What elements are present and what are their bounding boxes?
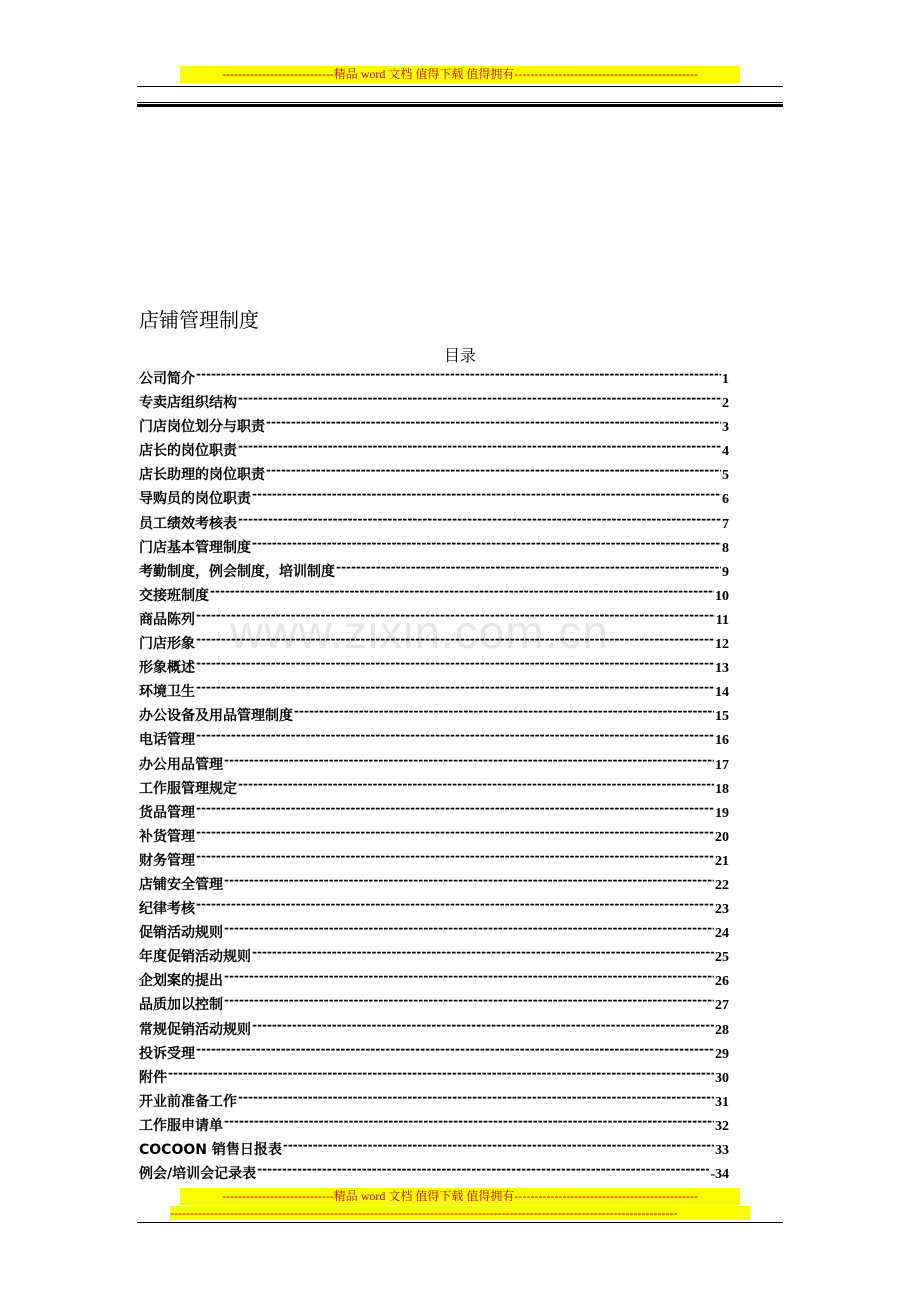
toc-entry-page: 25: [715, 950, 729, 966]
watermark: www.zixin.com.cn: [230, 606, 609, 658]
toc-entry-page: 30: [715, 1070, 729, 1086]
toc-entry[interactable]: [139, 1139, 729, 1163]
toc-entry-page: 32: [715, 1118, 729, 1134]
toc-leader-dashes: [196, 730, 714, 744]
toc-entry-page: 27: [715, 998, 729, 1014]
toc-leader-dashes: [252, 538, 721, 552]
toc-entry-page: -34: [710, 1167, 729, 1183]
toc-entry[interactable]: [139, 609, 729, 633]
toc-entry[interactable]: [139, 922, 729, 946]
toc-leader-dashes: [252, 947, 714, 961]
toc-heading: 目录: [443, 346, 476, 365]
toc-leader-dashes: [168, 1068, 714, 1082]
toc-entry-page: 17: [715, 757, 729, 773]
toc-entry[interactable]: [139, 946, 729, 970]
toc-entry-label: 财务管理: [139, 852, 195, 869]
toc-entry-label: 投诉受理: [139, 1045, 195, 1062]
toc-entry[interactable]: [139, 1163, 729, 1187]
toc-entry[interactable]: [139, 513, 729, 537]
toc-entry-page: 13: [715, 661, 729, 677]
toc-entry[interactable]: [139, 850, 729, 874]
toc-entry-label: 导购员的岗位职责: [139, 491, 251, 508]
toc-entry[interactable]: [139, 1043, 729, 1067]
toc-entry[interactable]: [139, 1091, 729, 1115]
toc-entry-page: 11: [715, 612, 729, 628]
toc-entry[interactable]: [139, 440, 729, 464]
toc-entry[interactable]: [139, 1115, 729, 1139]
header-rule-thick: [137, 104, 783, 107]
toc-leader-dashes: [238, 779, 714, 793]
toc-leader-dashes: [266, 465, 721, 479]
toc-entry-label: 店长的岗位职责: [139, 443, 237, 460]
toc-entry[interactable]: [139, 681, 729, 705]
toc-entry-page: 28: [715, 1022, 729, 1038]
toc-leader-dashes: [224, 875, 714, 889]
toc-entry-label: 纪律考核: [139, 901, 195, 918]
toc-entry-label: 门店基本管理制度: [139, 539, 251, 556]
toc-entry-label: 交接班制度: [139, 587, 209, 604]
footer-banner-2: -------------------------------------------------------------------------------------------------------------------------------: [170, 1206, 750, 1220]
toc-entry-page: 33: [715, 1143, 729, 1158]
toc-entry-page: 12: [715, 637, 729, 653]
toc-entry-label: 考勤制度，例会制度，培训制度: [139, 563, 335, 580]
toc-leader-dashes: [196, 1044, 714, 1058]
toc-entry[interactable]: [139, 368, 729, 392]
toc-leader-dashes: [196, 682, 714, 696]
toc-leader-dashes: [210, 586, 714, 600]
toc-entry-label: 办公设备及用品管理制度: [139, 708, 293, 725]
toc-entry-page: 22: [715, 877, 729, 893]
toc-entry[interactable]: [139, 729, 729, 753]
toc-leader-dashes: [224, 923, 714, 937]
toc-leader-dashes: [266, 417, 721, 431]
toc-entry[interactable]: [139, 633, 729, 657]
toc-entry[interactable]: [139, 392, 729, 416]
toc-leader-dashes: [224, 755, 714, 769]
toc-leader-dashes: [196, 369, 721, 383]
toc-entry-page: 14: [715, 685, 729, 701]
toc-entry[interactable]: [139, 1019, 729, 1043]
toc-entry-label: 环境卫生: [139, 684, 195, 701]
toc-leader-dashes: [196, 610, 715, 624]
toc-entry[interactable]: [139, 778, 729, 802]
toc-leader-dashes: [238, 1092, 714, 1106]
header-banner: ----------------------------精品 word 文档 值得下载 值得拥有----------------------------------------------: [180, 66, 740, 83]
toc-entry-label: 年度促销活动规则: [139, 949, 251, 966]
toc-entry-label: 商品陈列: [139, 611, 195, 628]
toc-entry-label: COCOON 销售日报表: [139, 1142, 282, 1158]
toc-entry[interactable]: [139, 970, 729, 994]
toc-leader-dashes: [238, 441, 721, 455]
toc-entry-label: 企划案的提出: [139, 973, 223, 990]
toc-entry-page: 23: [715, 902, 729, 918]
toc-entry-label: 公司简介: [139, 371, 195, 387]
toc-entry-page: 19: [715, 805, 729, 821]
toc-entry-page: 15: [715, 709, 729, 725]
toc-entry-label: 货品管理: [139, 804, 195, 821]
toc-entry-label: 补货管理: [139, 828, 195, 845]
toc-entry-label: 专卖店组织结构: [139, 395, 237, 412]
toc-leader-dashes: [336, 562, 721, 576]
toc-entry-label: 形象概述: [139, 660, 195, 677]
toc-entry-page: 21: [715, 853, 729, 869]
toc-leader-dashes: [224, 971, 714, 985]
toc-entry-label: 门店形象: [139, 636, 195, 653]
document-title: 店铺管理制度: [139, 308, 259, 332]
toc-entry[interactable]: [139, 874, 729, 898]
toc-entry-page: 20: [715, 829, 729, 845]
toc-entry-page: 26: [715, 974, 729, 990]
toc-entry-page: 9: [722, 564, 729, 580]
toc-entry-page: 2: [722, 396, 729, 412]
toc-entry-label: 工作服管理规定: [139, 780, 237, 797]
toc-entry-label: 促销活动规则: [139, 925, 223, 942]
toc-leader-dashes: [238, 393, 721, 407]
toc-entry-page: 7: [722, 516, 729, 532]
toc-entry[interactable]: [139, 705, 729, 729]
footer-rule: [137, 1222, 783, 1223]
toc-entry[interactable]: [139, 898, 729, 922]
toc-entry-page: 16: [715, 733, 729, 749]
toc-entry[interactable]: [139, 994, 729, 1018]
toc-leader-dashes: [294, 706, 714, 720]
header-rule-thin: [137, 86, 783, 87]
toc-leader-dashes: [252, 1020, 714, 1034]
toc-entry-label: 常规促销活动规则: [139, 1021, 251, 1038]
toc-entry[interactable]: [139, 1067, 729, 1091]
toc-leader-dashes: [252, 489, 721, 503]
toc-entry[interactable]: [139, 416, 729, 440]
toc-entry-page: 10: [715, 588, 729, 604]
toc-entry-page: 6: [722, 492, 729, 508]
toc-entry-page: 4: [722, 444, 729, 460]
toc-entry-label: 办公用品管理: [139, 756, 223, 773]
toc-entry-label: 工作服申请单: [139, 1117, 223, 1134]
toc-entry-page: 3: [722, 420, 729, 436]
toc-entry-label: 例会/培训会记录表: [139, 1166, 257, 1183]
toc-entry-label: 店铺安全管理: [139, 876, 223, 893]
toc-entry[interactable]: [139, 657, 729, 681]
toc-entry-label: 品质加以控制: [139, 997, 223, 1014]
toc-entry[interactable]: [139, 585, 729, 609]
toc-leader-dashes: [196, 658, 714, 672]
toc-leader-dashes: [196, 851, 714, 865]
toc-leader-dashes: [224, 995, 714, 1009]
toc-leader-dashes: [224, 1116, 714, 1130]
header-rule-thin-2: [137, 102, 783, 103]
toc-entry-label: 员工绩效考核表: [139, 515, 237, 532]
toc-entry-page: 24: [715, 926, 729, 942]
footer-banner: ----------------------------精品 word 文档 值得下载 值得拥有----------------------------------------------: [180, 1188, 740, 1205]
toc-entry[interactable]: [139, 802, 729, 826]
toc-entry[interactable]: [139, 561, 729, 585]
toc-leader-dashes: [283, 1140, 714, 1154]
toc-leader-dashes: [196, 899, 714, 913]
toc-entry[interactable]: [139, 754, 729, 778]
toc-entry-page: 5: [722, 468, 729, 484]
toc-leader-dashes: [196, 827, 714, 841]
toc-entry[interactable]: [139, 537, 729, 561]
toc-entry-page: 18: [715, 781, 729, 797]
toc-entry[interactable]: [139, 488, 729, 512]
toc-entry-label: 电话管理: [139, 732, 195, 749]
toc-entry[interactable]: [139, 464, 729, 488]
toc-entry-page: 8: [722, 540, 729, 556]
toc-entry[interactable]: [139, 826, 729, 850]
toc-entry-label: 开业前准备工作: [139, 1093, 237, 1110]
toc-entry-label: 门店岗位划分与职责: [139, 419, 265, 436]
table-of-contents: [139, 368, 729, 1187]
toc-leader-dashes: [257, 1164, 709, 1178]
toc-leader-dashes: [238, 514, 721, 528]
toc-entry-page: 1: [722, 372, 729, 387]
toc-leader-dashes: [196, 634, 714, 648]
toc-entry-page: 31: [715, 1094, 729, 1110]
toc-entry-label: 附件: [139, 1069, 167, 1086]
toc-entry-label: 店长助理的岗位职责: [139, 467, 265, 484]
toc-entry-page: 29: [715, 1046, 729, 1062]
toc-leader-dashes: [196, 803, 714, 817]
